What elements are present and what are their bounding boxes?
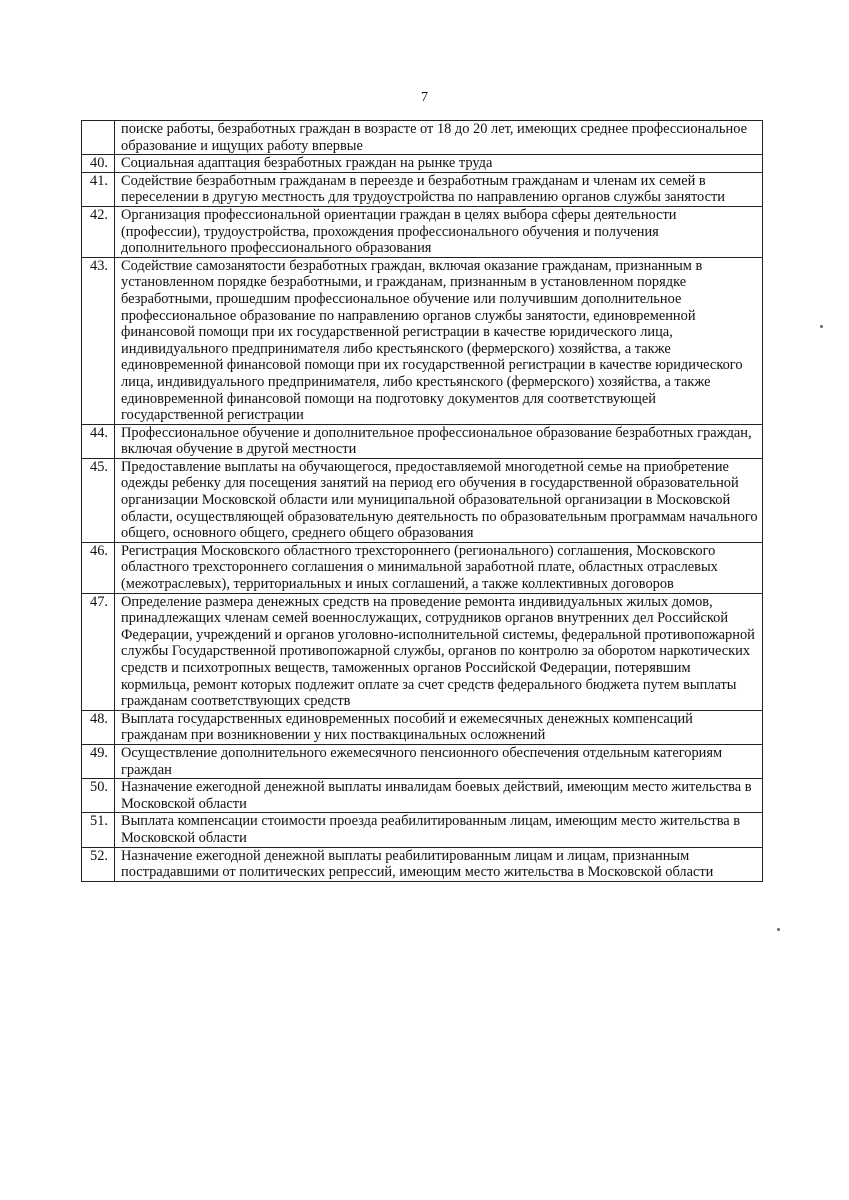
row-text: Социальная адаптация безработных граждан на рынке труда — [115, 155, 763, 173]
row-text: Регистрация Московского областного трехстороннего (регионального) соглашения, Московского областного трехстороннего соглашения о минимальной заработной плате, областных отраслевых (межотраслевых), территориальных и иных соглашений, а также коллективных договоров — [115, 542, 763, 593]
row-number: 51. — [82, 813, 115, 847]
row-number — [82, 121, 115, 155]
row-text: Определение размера денежных средств на проведение ремонта индивидуальных жилых домов, принадлежащих членам семей военнослужащих, сотрудников органов внутренних дел Российской Федерации, учреждений и органов уголовно-исполнительной системы, федеральной противопожарной службы Государственной противопожарной службы, органов по контролю за оборотом наркотических средств и психотропных веществ, таможенных органов Российской Федерации, потерявшим кормильца, ремонт которых подлежит оплате за счет средств федерального бюджета путем выплаты гражданам соответствующих средств — [115, 593, 763, 710]
table-row — [82, 710, 763, 744]
table-row — [82, 847, 763, 881]
row-text: Профессиональное обучение и дополнительное профессиональное образование безработных граждан, включая обучение в другой местности — [115, 424, 763, 458]
table-row — [82, 206, 763, 257]
table-row — [82, 257, 763, 424]
row-number: 43. — [82, 257, 115, 424]
row-number: 46. — [82, 542, 115, 593]
row-text: Выплата государственных единовременных пособий и ежемесячных денежных компенсаций гражданам при возникновении у них поствакцинальных осложнений — [115, 710, 763, 744]
row-text: Выплата компенсации стоимости проезда реабилитированным лицам, имеющим место жительства в Московской области — [115, 813, 763, 847]
row-number: 45. — [82, 458, 115, 542]
table-row — [82, 542, 763, 593]
table-row — [82, 155, 763, 173]
row-text: Осуществление дополнительного ежемесячного пенсионного обеспечения отдельным категориям граждан — [115, 744, 763, 778]
row-text: Содействие самозанятости безработных граждан, включая оказание гражданам, признанным в установленном порядке безработными, и гражданам, признанным в установленном порядке безработными, прошедшим профессиональное обучение или получившим дополнительное профессиональное образование по направлению органов службы занятости, единовременной финансовой помощи при их государственной регистрации в качестве юридического лица, индивидуального предпринимателя либо крестьянского (фермерского) хозяйства, а также единовременной финансовой помощи при их государственной регистрации в качестве юридического лица, индивидуального предпринимателя, либо крестьянского (фермерского) хозяйства, а также единовременной финансовой помощи на подготовку документов для соответствующей государственной регистрации — [115, 257, 763, 424]
row-text: Назначение ежегодной денежной выплаты реабилитированным лицам и лицам, признанным пострадавшими от политических репрессий, имеющим место жительства в Московской области — [115, 847, 763, 881]
row-text: поиске работы, безработных граждан в возрасте от 18 до 20 лет, имеющих среднее профессиональное образование и ищущих работу впервые — [115, 121, 763, 155]
table-row — [82, 593, 763, 710]
table-row — [82, 172, 763, 206]
row-number: 48. — [82, 710, 115, 744]
row-number: 41. — [82, 172, 115, 206]
scan-speck — [777, 928, 780, 931]
row-number: 40. — [82, 155, 115, 173]
table-row — [82, 424, 763, 458]
row-text: Организация профессиональной ориентации граждан в целях выбора сферы деятельности (профессии), трудоустройства, прохождения профессионального обучения и получения дополнительного профессионального образования — [115, 206, 763, 257]
row-number: 42. — [82, 206, 115, 257]
scan-speck — [820, 325, 823, 328]
table-row — [82, 813, 763, 847]
row-number: 50. — [82, 779, 115, 813]
services-table — [81, 120, 763, 882]
row-number: 47. — [82, 593, 115, 710]
row-text: Предоставление выплаты на обучающегося, предоставляемой многодетной семье на приобретение одежды ребенку для посещения занятий на период его обучения в государственной образовательной организации Московской области или муниципальной образовательной организации в Московской области, осуществляющей образовательную деятельность по образовательным программам начального общего, основного общего, среднего общего образования — [115, 458, 763, 542]
page-number: 7 — [421, 90, 428, 105]
row-number: 44. — [82, 424, 115, 458]
table-row — [82, 779, 763, 813]
row-number: 52. — [82, 847, 115, 881]
table-row — [82, 744, 763, 778]
table-row — [82, 458, 763, 542]
row-number: 49. — [82, 744, 115, 778]
table-row — [82, 121, 763, 155]
row-text: Содействие безработным гражданам в переезде и безработным гражданам и членам их семей в переселении в другую местность для трудоустройства по направлению органов службы занятости — [115, 172, 763, 206]
row-text: Назначение ежегодной денежной выплаты инвалидам боевых действий, имеющим место жительства в Московской области — [115, 779, 763, 813]
